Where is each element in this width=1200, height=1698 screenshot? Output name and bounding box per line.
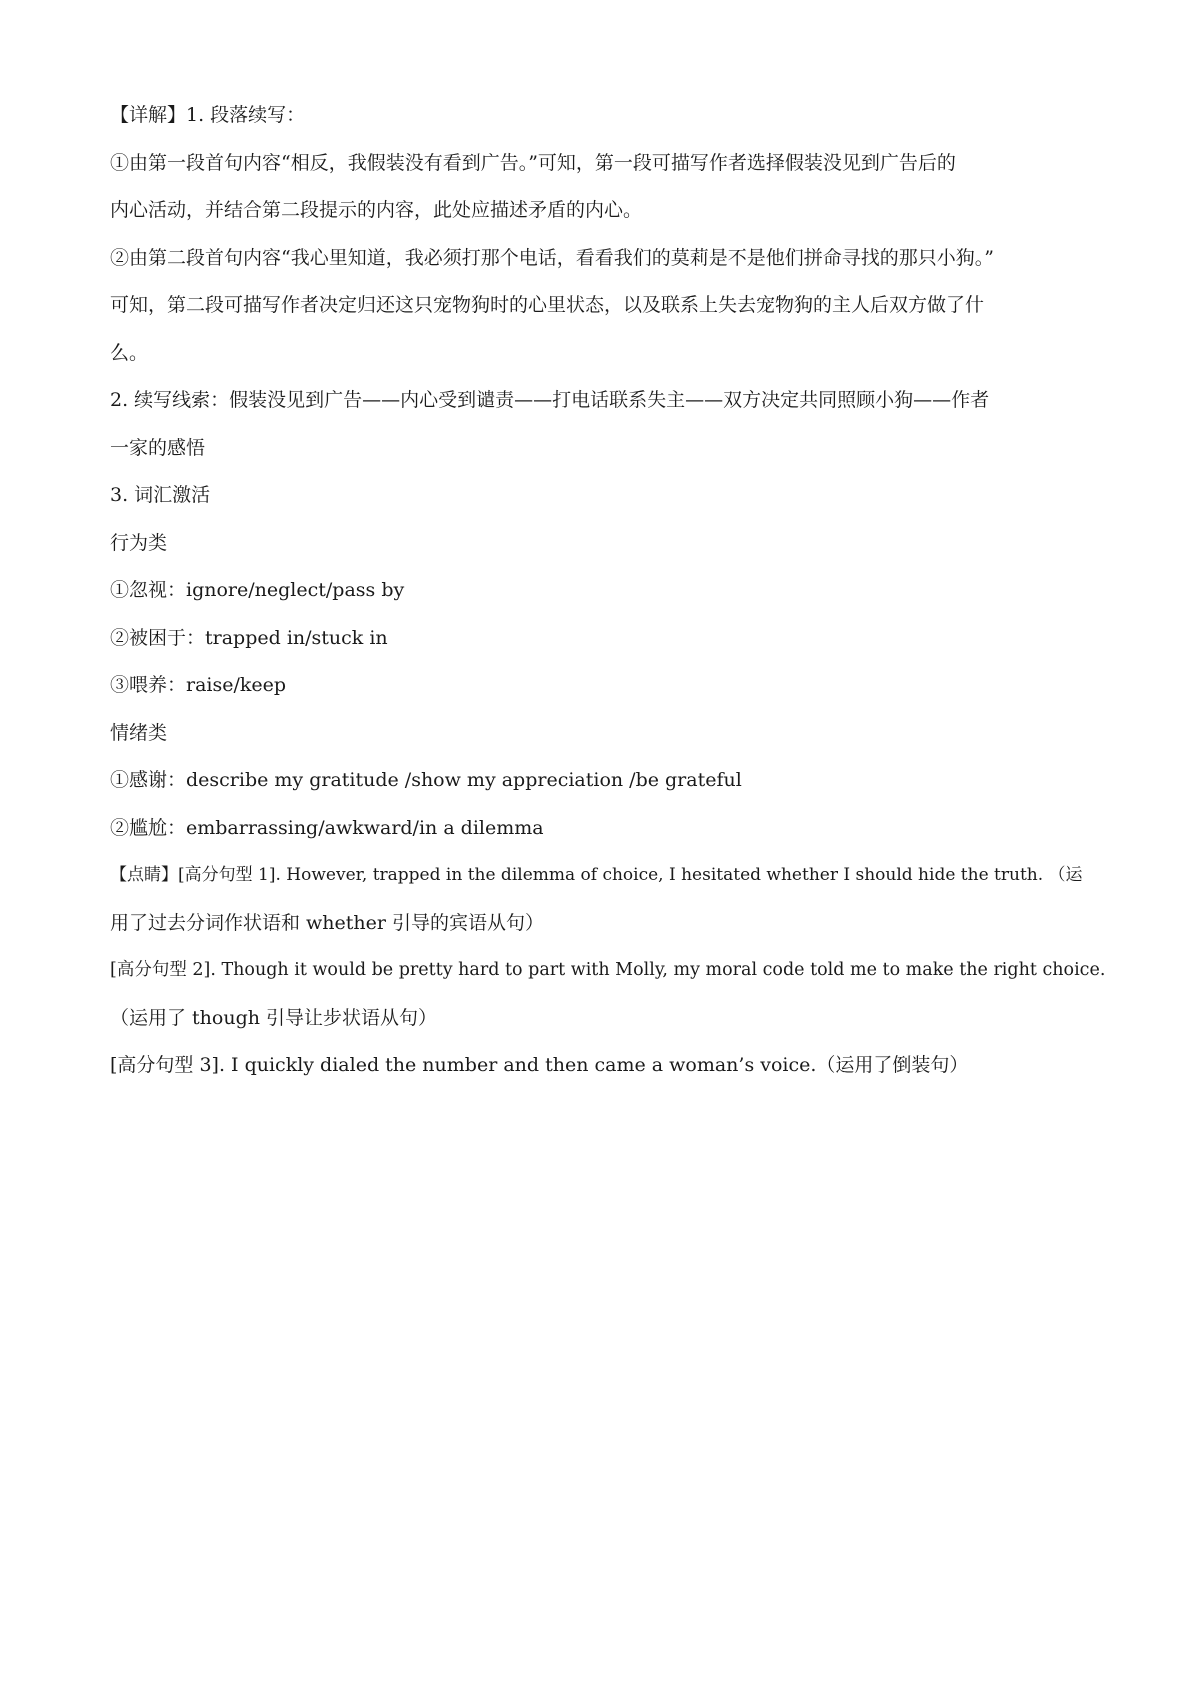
- vocab-item: ③喂养：raise/keep: [110, 674, 287, 696]
- vocab-item: ②被困于：trapped in/stuck in: [110, 626, 388, 649]
- highlight-sentence-line: （运用了 though 引导让步状语从句）: [110, 1006, 438, 1029]
- paragraph-line: 内心活动，并结合第二段提示的内容，此处应描述矛盾的内心。: [110, 199, 643, 221]
- vocab-item: ②尴尬：embarrassing/awkward/in a dilemma: [110, 816, 544, 839]
- category-heading-emotion: 情绪类: [110, 721, 168, 744]
- highlight-sentence-line: [高分句型 3]. I quickly dialed the number and then came a woman’s voice.（运用了倒装句）: [110, 1054, 969, 1076]
- highlight-sentence-line: [高分句型 2]. Though it would be pretty hard to part with Molly, my moral code told me to make the right choice.: [110, 960, 1106, 980]
- highlight-sentence-line: 【点睛】[高分句型 1]. However, trapped in the dilemma of choice, I hesitated whether I should hide the truth. （运: [110, 865, 1083, 885]
- document-body: [110, 92, 1105, 1090]
- paragraph-line: 一家的感悟: [110, 436, 206, 459]
- section-heading-vocabulary: 3. 词汇激活: [110, 484, 211, 506]
- category-heading-behavior: 行为类: [110, 531, 168, 554]
- paragraph-line: 可知，第二段可描写作者决定归还这只宠物狗时的心里状态，以及联系上失去宠物狗的主人后双方做了什: [110, 294, 985, 316]
- paragraph-line: ②由第二段首句内容“我心里知道，我必须打那个电话，看看我们的莫莉是不是他们拼命寻找的那只小狗。”: [110, 246, 994, 269]
- vocab-item: ①忽视：ignore/neglect/pass by: [110, 579, 405, 601]
- highlight-sentence-line: 用了过去分词作状语和 whether 引导的宾语从句）: [110, 911, 545, 934]
- section-heading-detail: 【详解】1. 段落续写：: [110, 104, 306, 126]
- vocab-item: ①感谢：describe my gratitude /show my appreciation /be grateful: [110, 769, 742, 791]
- paragraph-line: ①由第一段首句内容“相反，我假装没有看到广告。”可知，第一段可描写作者选择假装没见到广告后的: [110, 151, 956, 174]
- paragraph-line: 么。: [110, 341, 149, 364]
- paragraph-line: 2. 续写线索：假装没见到广告——内心受到谴责——打电话联系失主——双方决定共同照顾小狗——作者: [110, 389, 990, 411]
